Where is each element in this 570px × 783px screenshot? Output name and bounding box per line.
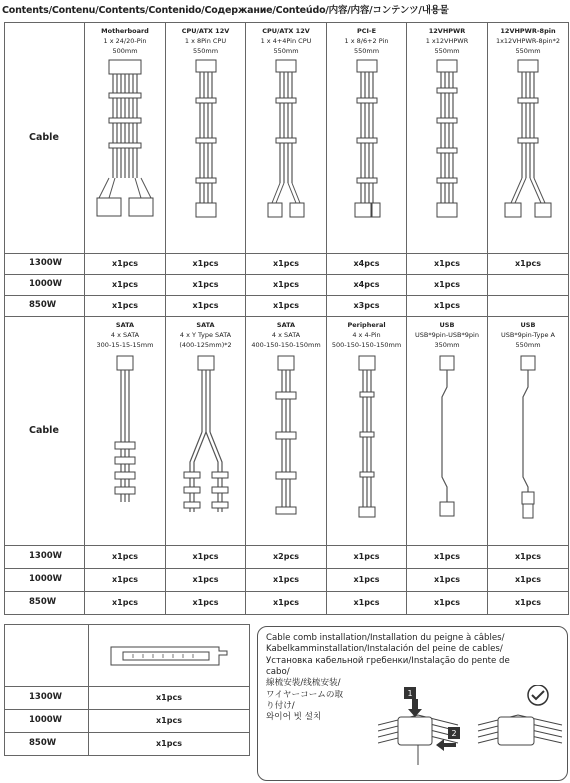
pcie-cable-illustration [347,58,387,238]
quantity-cell: x1pcs [407,546,488,569]
quantity-cell: x1pcs [246,592,327,615]
12vhpwr-8pin-cable-illustration [503,58,553,238]
model-label: 850W [5,733,89,756]
cable-column-pcie [327,23,407,254]
table-row [5,687,250,710]
column-name: SATA [196,321,215,329]
quantity-cell: x1pcs [89,687,250,710]
quantity-cell: x1pcs [89,710,250,733]
quantity-cell: x3pcs [327,296,407,317]
sata-y-cable-illustration [176,352,236,527]
quantity-cell: x1pcs [407,254,488,275]
column-name: 12VHPWR [428,27,466,35]
model-label: 1300W [5,254,85,275]
column-name: USB [439,321,455,329]
cable-column-cpu-8pin [166,23,246,254]
quantity-cell: x1pcs [488,546,569,569]
column-desc: 1x12VHPWR-8pin*2 [495,37,561,46]
quantity-cell: x1pcs [166,592,246,615]
quantity-cell [488,296,569,317]
column-name: CPU/ATX 12V [262,27,310,35]
quantity-cell: x1pcs [488,254,569,275]
column-length: 500-150-150-150mm [331,341,402,350]
column-desc: 4 x SATA [110,331,140,340]
quantity-cell: x1pcs [166,275,246,296]
table-row [5,296,569,317]
column-length: 550mm [192,47,219,56]
cable-column-12vhpwr [407,23,488,254]
column-name: 12VHPWR-8pin [500,27,556,35]
peripheral-cable-illustration [347,352,387,527]
column-desc: 1 x 4+4Pin CPU [260,37,312,46]
cable-column-usb-9pin [407,317,488,546]
cable-column-usb-typea [488,317,569,546]
cable-column-sata-4 [246,317,327,546]
quantity-cell: x1pcs [85,569,166,592]
cable-label: Cable [5,317,85,546]
quantity-cell: x1pcs [89,733,250,756]
quantity-cell: x1pcs [407,296,488,317]
quantity-cell: x1pcs [327,592,407,615]
column-desc: 4 x SATA [271,331,301,340]
cable-column-cpu-4plus4 [246,23,327,254]
quantity-cell: x1pcs [246,275,327,296]
cable-label: Cable [5,23,85,254]
column-length: 550mm [434,47,460,56]
step-2-marker: 2 [451,729,457,738]
quantity-cell: x1pcs [166,569,246,592]
sata-4-cable-illustration [266,352,306,527]
quantity-cell: x1pcs [166,546,246,569]
quantity-cell: x1pcs [246,569,327,592]
quantity-cell: x1pcs [407,592,488,615]
column-desc: 4 x 4-Pin [352,331,381,340]
cpu-4plus4-cable-illustration [266,58,306,238]
contents-table [4,22,569,615]
table-row [5,546,569,569]
comb-line: Cable comb installation/Installation du peigne à câbles/ [266,633,505,643]
model-label: 1000W [5,710,89,733]
comb-line: Установка кабельной гребенки/Instalação do pente de [266,655,510,666]
cable-comb-installation-box [257,626,568,781]
model-label: 850W [5,592,85,615]
column-desc: 4 x Y Type SATA [179,331,232,340]
quantity-cell [488,275,569,296]
model-label: 1000W [5,275,85,296]
comb-line: cabo/ [266,667,290,678]
column-desc: 1 x 8/6+2 Pin [344,37,389,46]
cpu-8pin-cable-illustration [186,58,226,238]
usb-9pin-cable-illustration [427,352,467,527]
quantity-cell: x2pcs [246,546,327,569]
quantity-cell: x1pcs [246,254,327,275]
quantity-cell: x1pcs [327,569,407,592]
quantity-cell: x1pcs [327,546,407,569]
column-length: 550mm [353,47,380,56]
column-name: PCI-E [356,27,377,35]
quantity-cell: x1pcs [407,275,488,296]
cable-column-12vhpwr-8pin [488,23,569,254]
column-length: 350mm [434,341,460,350]
quantity-cell: x1pcs [166,296,246,317]
column-name: CPU/ATX 12V [181,27,230,35]
column-desc: USB*9pin-Type A [501,331,555,340]
comb-line: ワイヤーコームの取 [266,689,344,700]
bracket-illustration [109,643,229,669]
quantity-cell: x4pcs [327,275,407,296]
quantity-cell: x1pcs [166,254,246,275]
model-label: 850W [5,296,85,317]
column-desc: 1 x 8Pin CPU [184,37,227,46]
column-length: 550mm [515,341,541,350]
column-name: SATA [276,321,296,329]
step-1-marker: 1 [407,689,413,698]
comb-line: Kabelkamminstallation/Instalación del peine de cables/ [266,644,503,655]
table-row [5,592,569,615]
table-row [5,710,250,733]
table-row [5,733,250,756]
cable-column-motherboard [85,23,166,254]
table-row [5,569,569,592]
quantity-cell: x1pcs [85,296,166,317]
quantity-cell: x1pcs [488,592,569,615]
12vhpwr-cable-illustration [427,58,467,238]
quantity-cell: x1pcs [85,275,166,296]
quantity-cell: x1pcs [407,569,488,592]
bracket-table [4,624,250,756]
column-desc: 1 x12VHPWR [425,37,469,46]
column-desc: USB*9pin-USB*9pin [415,331,479,340]
quantity-cell: x1pcs [85,592,166,615]
comb-line: り付け/ [266,701,295,712]
comb-line: 線梳安裝/线梳安装/ [266,678,341,689]
column-length: 550mm [515,47,541,56]
checkmark-icon [528,685,548,705]
quantity-cell: x1pcs [85,546,166,569]
column-length: 550mm [273,47,299,56]
motherboard-cable-illustration [95,58,155,238]
comb-installation-illustration [378,685,563,777]
column-desc: 1 x 24/20-Pin [103,37,147,46]
column-length: (400-125mm)*2 [179,341,232,350]
quantity-cell: x1pcs [85,254,166,275]
column-length: 500mm [112,47,138,56]
column-name: Peripheral [347,321,386,329]
page-title: Contents/Contenu/Contents/Contenido/Содержание/Conteúdo/内容/内容/コンテンツ/내용물 [2,5,449,16]
model-label: 1300W [5,546,85,569]
quantity-cell: x1pcs [246,296,327,317]
cable-column-sata-y [166,317,246,546]
column-length: 400-150-150-150mm [251,341,321,350]
usb-typea-cable-illustration [508,352,548,527]
column-name: USB [520,321,536,329]
column-name: SATA [115,321,135,329]
column-name: Motherboard [101,27,149,35]
cable-column-sata [85,317,166,546]
quantity-cell: x4pcs [327,254,407,275]
model-label: 1300W [5,687,89,710]
quantity-cell: x1pcs [488,569,569,592]
model-label: 1000W [5,569,85,592]
cable-column-peripheral [327,317,407,546]
table-row [5,275,569,296]
table-row [5,254,569,275]
comb-line: 와이어 빗 설치 [266,712,322,723]
sata-cable-illustration [105,352,145,527]
column-length: 300-15-15-15mm [96,341,154,350]
